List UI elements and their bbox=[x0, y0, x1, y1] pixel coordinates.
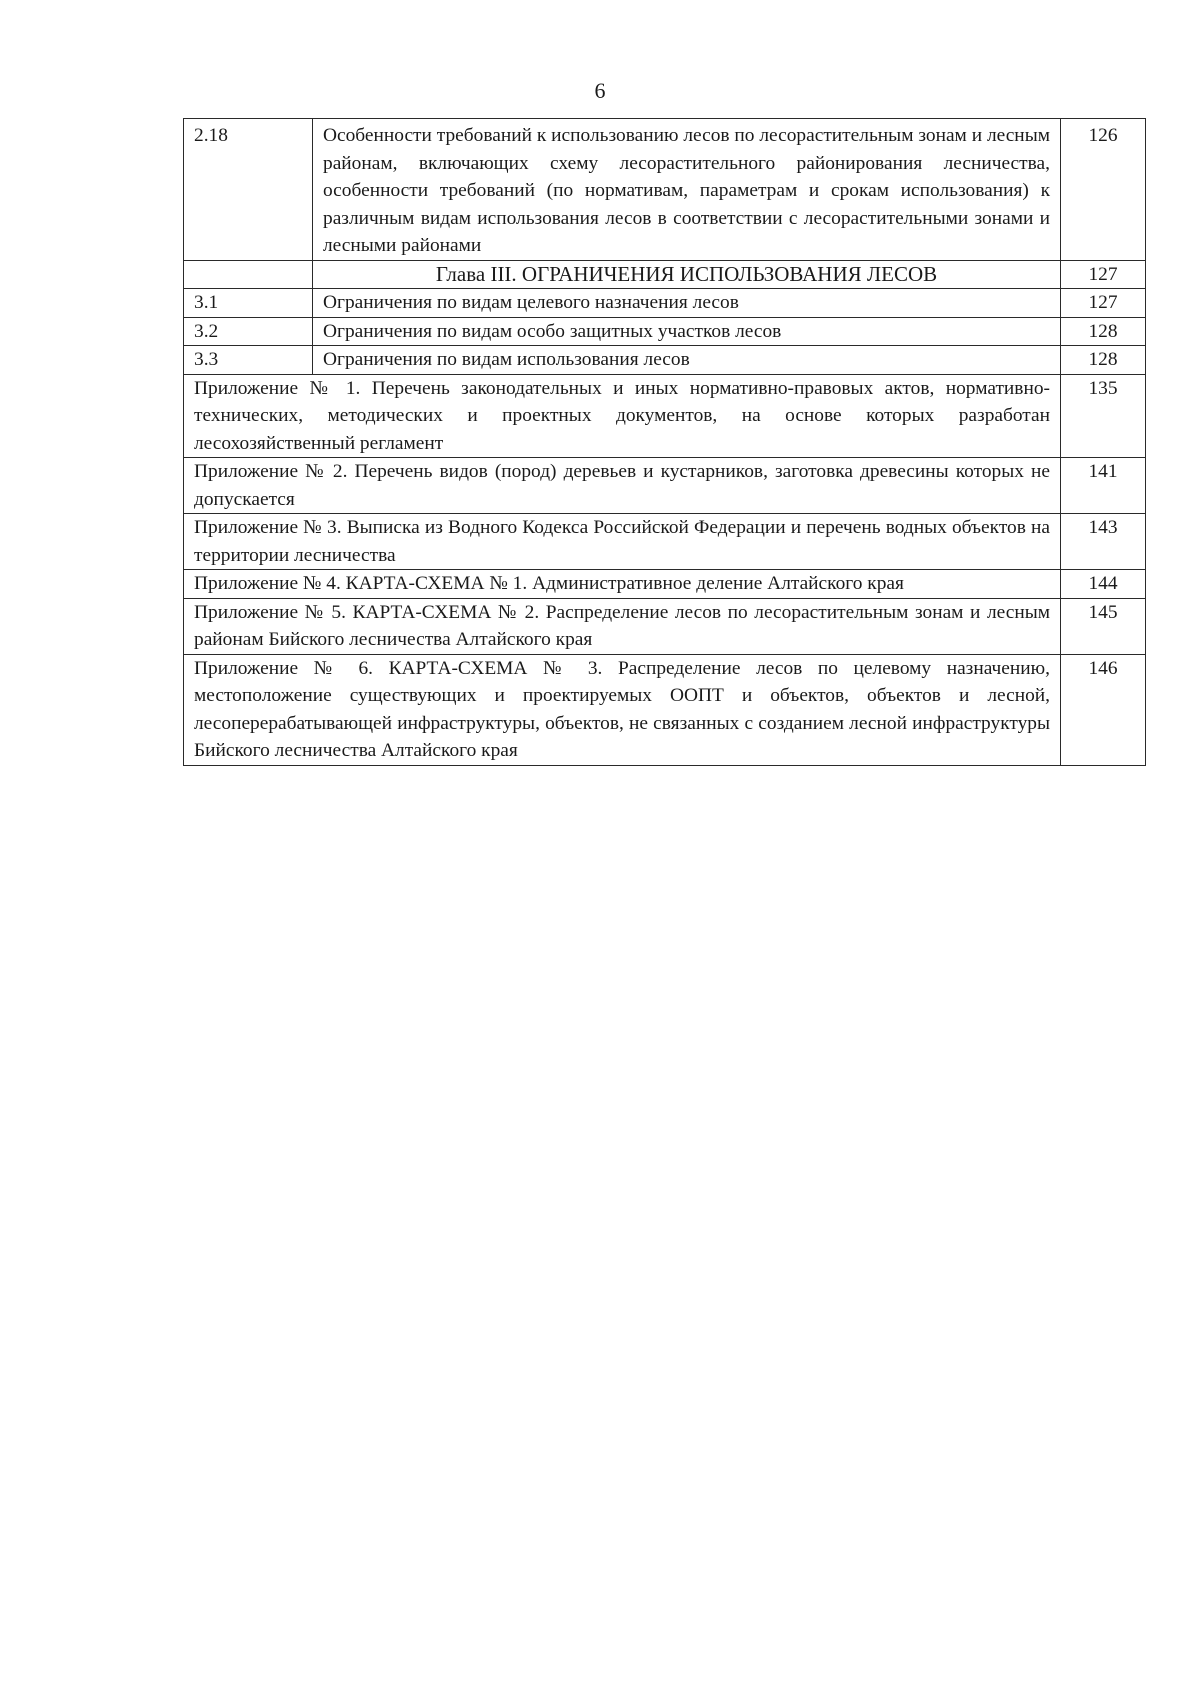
toc-row bbox=[184, 119, 1146, 261]
appendix-title: Приложение № 2. Перечень видов (пород) деревьев и кустарников, заготовка древесины которых не допускается bbox=[184, 458, 1061, 514]
section-number bbox=[184, 260, 313, 289]
appendix-title: Приложение № 6. КАРТА-СХЕМА № 3. Распределение лесов по целевому назначению, местоположение существующих и проектируемых ООПТ и объектов, объектов и лесной, лесоперерабатывающей инфраструктуры, объектов, не связанных с созданием лесной инфраструктуры Бийского лесничества Алтайского края bbox=[184, 654, 1061, 765]
page-ref: 141 bbox=[1061, 458, 1146, 514]
page-ref: 135 bbox=[1061, 374, 1146, 458]
page-ref: 128 bbox=[1061, 346, 1146, 375]
page-ref: 143 bbox=[1061, 514, 1146, 570]
page-ref: 127 bbox=[1061, 289, 1146, 318]
appendix-row bbox=[184, 654, 1146, 765]
page-ref: 144 bbox=[1061, 570, 1146, 599]
section-number: 3.1 bbox=[184, 289, 313, 318]
toc-row bbox=[184, 289, 1146, 318]
section-number: 3.2 bbox=[184, 317, 313, 346]
appendix-row bbox=[184, 570, 1146, 599]
appendix-row bbox=[184, 374, 1146, 458]
appendix-title: Приложение № 1. Перечень законодательных и иных нормативно-правовых актов, нормативно-технических, методических и проектных документов, на основе которых разработан лесохозяйственный регламент bbox=[184, 374, 1061, 458]
table-of-contents bbox=[183, 118, 1146, 766]
appendix-row bbox=[184, 514, 1146, 570]
section-title: Ограничения по видам использования лесов bbox=[313, 346, 1061, 375]
page-number: 6 bbox=[594, 78, 606, 103]
section-number: 2.18 bbox=[184, 119, 313, 261]
chapter-title: Глава III. ОГРАНИЧЕНИЯ ИСПОЛЬЗОВАНИЯ ЛЕСОВ bbox=[313, 260, 1061, 289]
page-ref: 128 bbox=[1061, 317, 1146, 346]
toc-row bbox=[184, 317, 1146, 346]
toc-row bbox=[184, 260, 1146, 289]
appendix-title: Приложение № 5. КАРТА-СХЕМА № 2. Распределение лесов по лесорастительным зонам и лесным районам Бийского лесничества Алтайского края bbox=[184, 598, 1061, 654]
section-number: 3.3 bbox=[184, 346, 313, 375]
appendix-row bbox=[184, 458, 1146, 514]
section-title: Ограничения по видам целевого назначения лесов bbox=[313, 289, 1061, 318]
page-ref: 146 bbox=[1061, 654, 1146, 765]
appendix-title: Приложение № 4. КАРТА-СХЕМА № 1. Административное деление Алтайского края bbox=[184, 570, 1061, 599]
page-ref: 145 bbox=[1061, 598, 1146, 654]
toc-row bbox=[184, 346, 1146, 375]
page-ref: 126 bbox=[1061, 119, 1146, 261]
appendix-title: Приложение № 3. Выписка из Водного Кодекса Российской Федерации и перечень водных объектов на территории лесничества bbox=[184, 514, 1061, 570]
appendix-row bbox=[184, 598, 1146, 654]
section-title: Ограничения по видам особо защитных участков лесов bbox=[313, 317, 1061, 346]
section-title: Особенности требований к использованию лесов по лесорастительным зонам и лесным районам, включающих схему лесорастительного районирования лесничества, особенности требований (по нормативам, параметрам и срокам использования) к различным видам использования лесов в соответствии с лесорастительными зонами и лесными районами bbox=[313, 119, 1061, 261]
page-ref: 127 bbox=[1061, 260, 1146, 289]
